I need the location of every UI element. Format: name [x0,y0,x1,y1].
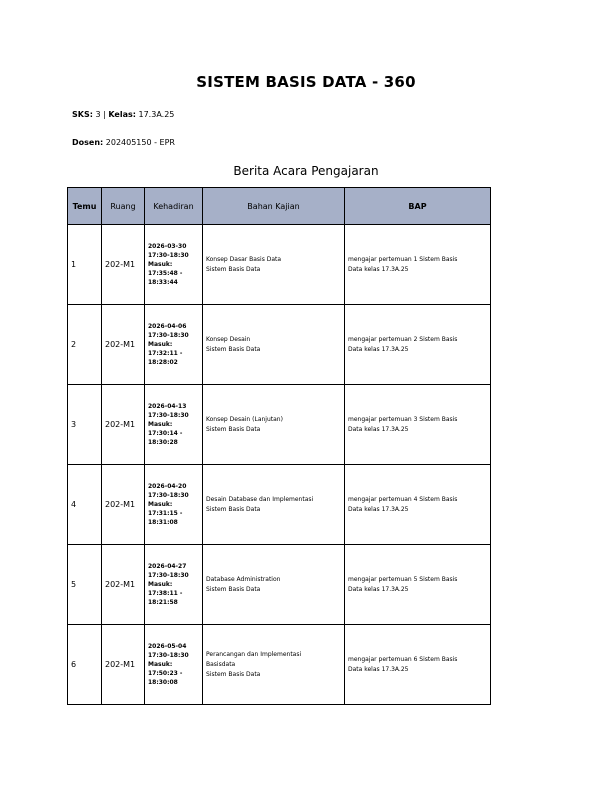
cell-ruang: 202-M1 [102,385,145,465]
separator: | [103,110,106,119]
kehadiran-text: 2026-05-04 17:30-18:30 Masuk: 17:50:23 - 18:30:08 [148,643,189,686]
lecturer-info-line [72,138,175,148]
sks-label: SKS: [72,110,93,119]
kehadiran-text: 2026-04-20 17:30-18:30 Masuk: 17:31:15 - 18:31:08 [148,483,189,526]
header-ruang: Ruang [102,188,145,225]
cell-kehadiran [145,385,203,465]
cell-bahan-kajian [203,625,345,705]
header-kehadiran: Kehadiran [145,188,203,225]
cell-bahan-kajian [203,305,345,385]
cell-bap [345,225,491,305]
header-bahan-kajian: Bahan Kajian [203,188,345,225]
table-row [68,305,491,385]
table-row [68,625,491,705]
bap-text: mengajar pertemuan 3 Sistem Basis Data kelas 17.3A.25 [348,415,458,433]
table-row [68,385,491,465]
cell-bap [345,465,491,545]
kehadiran-text: 2026-04-27 17:30-18:30 Masuk: 17:38:11 - 18:21:58 [148,563,189,606]
table-row [68,545,491,625]
cell-ruang: 202-M1 [102,225,145,305]
cell-bahan-kajian [203,225,345,305]
bahan-kajian-text: Konsep Dasar Basis Data Sistem Basis Data [206,255,282,273]
cell-ruang: 202-M1 [102,545,145,625]
cell-temu: 6 [68,625,102,705]
header-bap: BAP [345,188,491,225]
sks-value: 3 [95,110,101,119]
table-header-row [68,188,491,225]
cell-temu: 3 [68,385,102,465]
bap-text: mengajar pertemuan 4 Sistem Basis Data kelas 17.3A.25 [348,495,458,513]
cell-bap [345,305,491,385]
header-temu: Temu [68,188,102,225]
table-row [68,225,491,305]
cell-ruang: 202-M1 [102,465,145,545]
cell-bahan-kajian [203,465,345,545]
bahan-kajian-text: Desain Database dan Implementasi Sistem Basis Data [206,495,314,513]
bahan-kajian-text: Perancangan dan Implementasi Basisdata Sistem Basis Data [206,650,302,678]
bahan-kajian-text: Konsep Desain (Lanjutan) Sistem Basis Data [206,415,283,433]
kehadiran-text: 2026-03-30 17:30-18:30 Masuk: 17:35:48 - 18:33:44 [148,243,189,286]
cell-temu: 1 [68,225,102,305]
bap-text: mengajar pertemuan 1 Sistem Basis Data kelas 17.3A.25 [348,255,458,273]
course-info-line [72,110,174,120]
document-title: SISTEM BASIS DATA - 360 [196,73,416,91]
cell-bap [345,625,491,705]
cell-bahan-kajian [203,385,345,465]
attendance-table [67,187,491,705]
kehadiran-text: 2026-04-13 17:30-18:30 Masuk: 17:30:14 - 18:30:28 [148,403,189,446]
bap-text: mengajar pertemuan 6 Sistem Basis Data kelas 17.3A.25 [348,655,458,673]
bahan-kajian-text: Konsep Desain Sistem Basis Data [206,335,261,353]
cell-bahan-kajian [203,545,345,625]
kehadiran-text: 2026-04-06 17:30-18:30 Masuk: 17:32:11 - 18:28:02 [148,323,189,366]
bap-text: mengajar pertemuan 5 Sistem Basis Data kelas 17.3A.25 [348,575,458,593]
cell-temu: 5 [68,545,102,625]
cell-kehadiran [145,625,203,705]
document-subtitle: Berita Acara Pengajaran [233,164,379,178]
dosen-value: 202405150 - EPR [105,138,175,147]
cell-ruang: 202-M1 [102,625,145,705]
cell-temu: 4 [68,465,102,545]
cell-ruang: 202-M1 [102,305,145,385]
bap-text: mengajar pertemuan 2 Sistem Basis Data kelas 17.3A.25 [348,335,458,353]
cell-kehadiran [145,465,203,545]
cell-bap [345,545,491,625]
dosen-label: Dosen: [72,138,104,147]
cell-bap [345,385,491,465]
kelas-value: 17.3A.25 [138,110,175,119]
cell-kehadiran [145,225,203,305]
cell-kehadiran [145,305,203,385]
cell-kehadiran [145,545,203,625]
kelas-label: Kelas: [108,110,136,119]
table-row [68,465,491,545]
cell-temu: 2 [68,305,102,385]
bahan-kajian-text: Database Administration Sistem Basis Data [206,575,281,593]
